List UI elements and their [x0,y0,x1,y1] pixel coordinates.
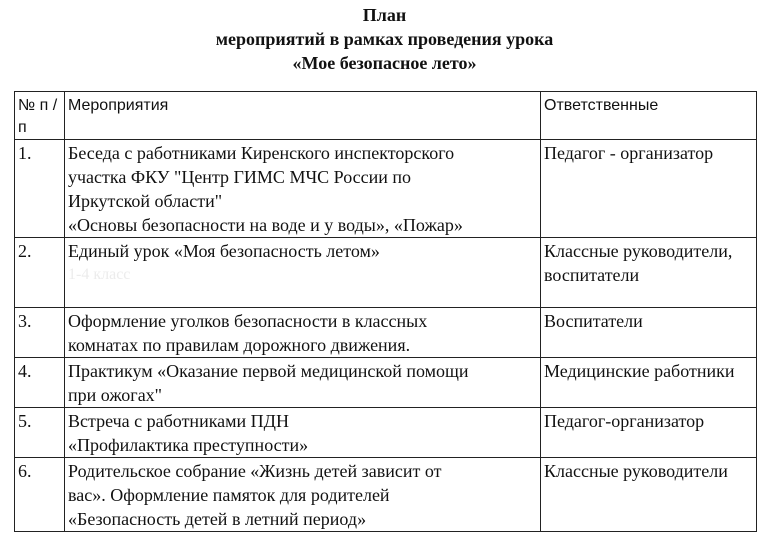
row-number: 2. [15,238,65,308]
table-header-row [15,92,757,140]
row-responsible: Медицинские работники [541,358,757,408]
activity-line: комнатах по правилам дорожного движения. [68,335,411,355]
row-number: 1. [15,140,65,238]
row-responsible: Классные руководители, воспитатели [541,238,757,308]
activity-line: «Безопасность детей в летний период» [68,509,367,529]
activity-line: Беседа с работниками Киренского инспекторского [68,143,455,163]
plan-table [14,91,757,532]
activity-line: вас». Оформление памяток для родителей [68,485,390,505]
table-row [15,308,757,358]
activity-line: участка ФКУ "Центр ГИМС МЧС России по [68,167,412,187]
column-header-responsible: Ответственные [541,92,757,140]
column-header-number: № п /п [15,92,65,140]
row-number: 4. [15,358,65,408]
row-responsible: Педагог-организатор [541,408,757,458]
row-activity [65,308,541,358]
activity-line: при ожогах" [68,385,163,405]
row-number: 6. [15,458,65,532]
row-number: 5. [15,408,65,458]
table-row [15,358,757,408]
row-responsible: Педагог - организатор [541,140,757,238]
header-title: План [362,5,407,25]
row-activity [65,140,541,238]
column-header-activity: Мероприятия [65,92,541,140]
faded-note: 1-4 класс [68,266,131,283]
table-row [15,238,757,308]
row-activity [65,408,541,458]
table-row [15,458,757,532]
row-responsible: Воспитатели [541,308,757,358]
activity-line: Единый урок «Моя безопасность летом» [68,241,380,261]
row-activity [65,458,541,532]
row-responsible: Классные руководители [541,458,757,532]
row-activity [65,238,541,308]
table-row [15,408,757,458]
row-activity [65,358,541,408]
header-subtitle: мероприятий в рамках проведения урока [215,29,554,49]
activity-line: Иркутской области" [68,191,223,211]
activity-line: «Основы безопасности на воде и у воды», «Пожар» [68,215,463,235]
header-lesson-name: «Мое безопасное лето» [292,53,477,73]
table-row [15,140,757,238]
activity-line: «Профилактика преступности» [68,435,309,455]
activity-line: Оформление уголков безопасности в классных [68,311,428,331]
activity-line: Родительское собрание «Жизнь детей зависит от [68,461,442,481]
row-number: 3. [15,308,65,358]
activity-line: Встреча с работниками ПДН [68,411,289,431]
activity-line: Практикум «Оказание первой медицинской помощи [68,361,469,381]
